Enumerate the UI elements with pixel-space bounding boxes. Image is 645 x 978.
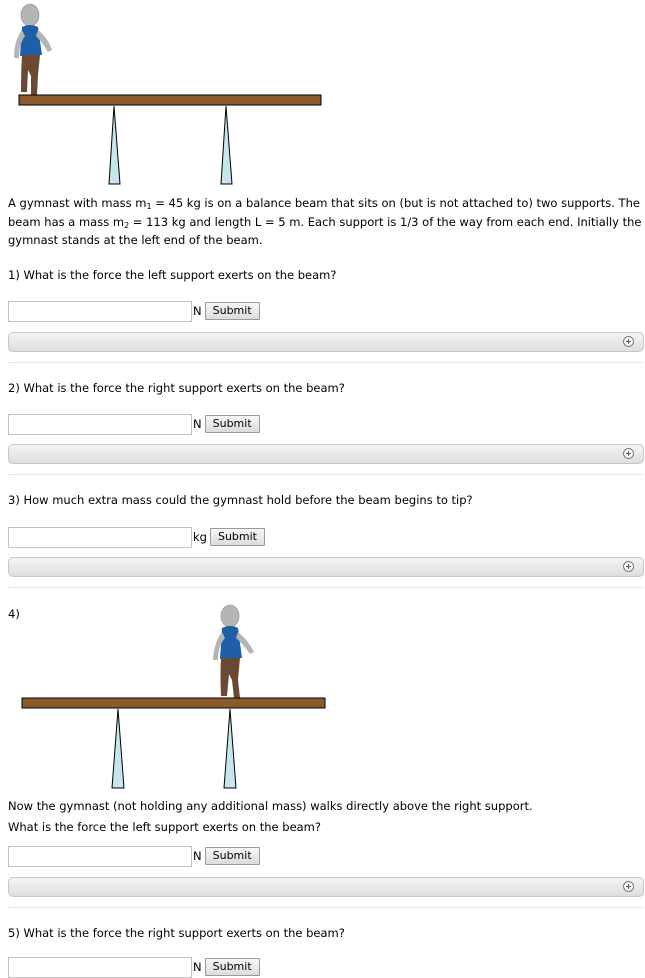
divider [8,474,644,475]
question-4-submit-button[interactable]: Submit [205,847,260,865]
question-2-submit-button[interactable]: Submit [205,415,260,433]
question-4-text-1: Now the gymnast (not holding any additional mass) walks directly above the right support. [8,799,533,813]
question-4-input[interactable] [8,846,192,867]
question-3-text: 3) How much extra mass could the gymnast hold before the beam begins to tip? [8,493,473,507]
question-2-answer-row [8,413,260,435]
question-4-hint-bar[interactable] [8,877,644,897]
question-1-text: 1) What is the force the left support exerts on the beam? [8,268,337,282]
question-2-hint-bar[interactable] [8,444,644,464]
problem-intro: A gymnast with mass $m_1 = 45$ kg is on a balance beam that sits on (but is not attached to) two supports. The beam has a mass $m_2 = 113$ kg and length L = 5 m. Each support is 1/3 of the way from each end. Initially the gymnast stands at the left end of the beam. [8,196,642,247]
right-support [224,709,236,788]
question-5-answer-row [8,956,260,978]
question-2-text: 2) What is the force the right support exerts on the beam? [8,381,345,395]
beam [19,95,321,105]
divider [8,587,644,588]
beam-figure-right-support [0,600,340,795]
question-5-unit: N [193,960,202,974]
left-support [112,709,124,788]
question-2-input[interactable] [8,414,192,435]
question-3-input[interactable] [8,527,192,548]
question-3-hint-bar[interactable] [8,557,644,577]
question-1-unit: N [193,304,202,318]
left-support [109,106,120,184]
expand-plus-icon[interactable] [623,448,634,459]
question-5-submit-button[interactable]: Submit [205,958,260,976]
question-1-input[interactable] [8,301,192,322]
right-support [221,106,232,184]
gymnast-figure [14,4,52,95]
question-3-unit: kg [193,530,207,544]
question-5-input[interactable] [8,957,192,978]
question-4-answer-row [8,845,260,867]
question-1-answer-row [8,300,260,322]
beam [22,698,325,708]
divider [8,362,644,363]
question-3-submit-button[interactable]: Submit [210,528,265,546]
expand-plus-icon[interactable] [623,881,634,892]
question-1-submit-button[interactable]: Submit [205,302,260,320]
question-4-unit: N [193,849,202,863]
question-3-answer-row [8,526,265,548]
question-4-label: 4) [8,607,20,621]
expand-plus-icon[interactable] [623,561,634,572]
gymnast-figure [213,605,254,698]
expand-plus-icon[interactable] [623,336,634,347]
question-4-text-2: What is the force the left support exerts on the beam? [8,820,321,834]
beam-figure-initial [0,0,340,190]
divider [8,907,644,908]
question-2-unit: N [193,417,202,431]
question-5-text: 5) What is the force the right support exerts on the beam? [8,926,345,940]
question-1-hint-bar[interactable] [8,332,644,352]
